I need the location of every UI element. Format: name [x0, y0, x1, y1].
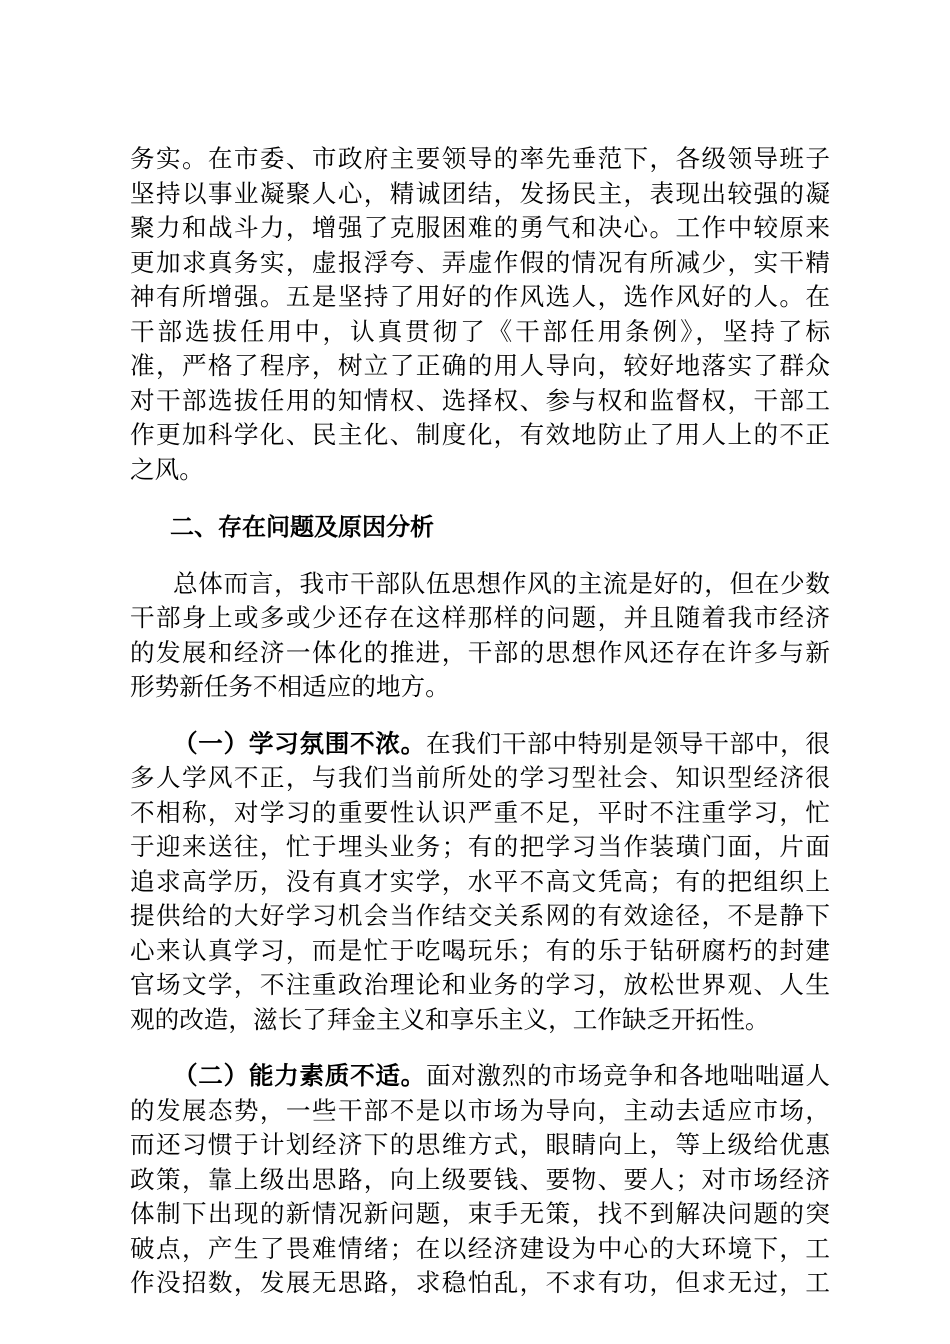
text-line: 多人学风不正，与我们当前所处的学习型社会、知识型经济很 [130, 763, 830, 792]
text-run: 在我们干部中特别是领导干部中，很 [425, 728, 830, 758]
text-line: 政策，靠上级出思路，向上级要钱、要物、要人；对市场经济 [130, 1164, 830, 1194]
text-line: 破点，产生了畏难情绪；在以经济建设为中心的大环境下，工 [130, 1233, 830, 1263]
paragraph-lead-heading: （一）学习氛围不浓。 [173, 728, 426, 758]
text-line: 更加求真务实，虚报浮夸、弄虚作假的情况有所减少，实干精 [130, 247, 830, 277]
text-line: 作更加科学化、民主化、制度化，有效地防止了用人上的不正 [130, 420, 830, 449]
text-line: 干部选拔任用中，认真贯彻了《干部任用条例》，坚持了标 [130, 316, 830, 346]
text-line: 体制下出现的新情况新问题，束手无策，找不到解决问题的突 [130, 1199, 830, 1228]
text-line: 而还习惯于计划经济下的思维方式，眼睛向上，等上级给优惠 [130, 1130, 830, 1159]
text-line [130, 727, 830, 762]
text-line: 聚力和战斗力，增强了克服困难的勇气和决心。工作中较原来 [130, 213, 830, 242]
text-line: 观的改造，滋长了拜金主义和享乐主义，工作缺乏开拓性。 [130, 1004, 770, 1034]
text-line: 神有所增强。五是坚持了用好的作风选人，选作风好的人。在 [130, 282, 830, 311]
text-line: 形势新任务不相适应的地方。 [130, 672, 450, 701]
paragraph-lead-heading: （二）能力素质不适。 [173, 1061, 426, 1090]
text-line: 官场文学，不注重政治理论和业务的学习，放松世界观、人生 [130, 970, 830, 999]
text-line: 提供给的大好学习机会当作结交关系网的有效途径，不是静下 [130, 901, 830, 930]
paragraph-3 [130, 727, 830, 1038]
text-line: 之风。 [130, 454, 204, 484]
text-line: 不相称，对学习的重要性认识严重不足，平时不注重学习，忙 [130, 797, 830, 827]
text-line: 的发展和经济一体化的推进，干部的思想作风还存在许多与新 [130, 637, 830, 667]
section-heading: 二、存在问题及原因分析 [170, 513, 434, 541]
paragraph-2 [130, 567, 830, 705]
text-line: 干部身上或多或少还存在这样那样的问题，并且随着我市经济 [130, 603, 830, 632]
text-line: 对干部选拔任用的知情权、选择权、参与权和监督权，干部工 [130, 385, 830, 415]
text-line: 的发展态势，一些干部不是以市场为导向，主动去适应市场， [130, 1095, 830, 1125]
text-line: 务实。在市委、市政府主要领导的率先垂范下，各级领导班子 [130, 144, 830, 173]
text-line: 作没招数，发展无思路，求稳怕乱，不求有功，但求无过，工 [130, 1268, 830, 1297]
text-run: 面对激烈的市场竞争和各地咄咄逼人 [425, 1061, 830, 1090]
paragraph-1 [130, 142, 830, 487]
text-line: 于迎来送往，忙于埋头业务；有的把学习当作装璜门面，片面 [130, 832, 830, 861]
text-line: 心来认真学习，而是忙于吃喝玩乐；有的乐于钻研腐朽的封建 [130, 935, 830, 965]
text-line: 追求高学历，没有真才实学，水平不高文凭高；有的把组织上 [130, 866, 830, 896]
document-page [130, 142, 830, 1301]
text-line: 总体而言，我市干部队伍思想作风的主流是好的，但在少数 [173, 568, 830, 598]
text-line [130, 1059, 830, 1094]
paragraph-4 [130, 1059, 830, 1301]
text-line: 准，严格了程序，树立了正确的用人导向，较好地落实了群众 [130, 351, 830, 380]
text-line: 坚持以事业凝聚人心，精诚团结，发扬民主，表现出较强的凝 [130, 178, 830, 208]
